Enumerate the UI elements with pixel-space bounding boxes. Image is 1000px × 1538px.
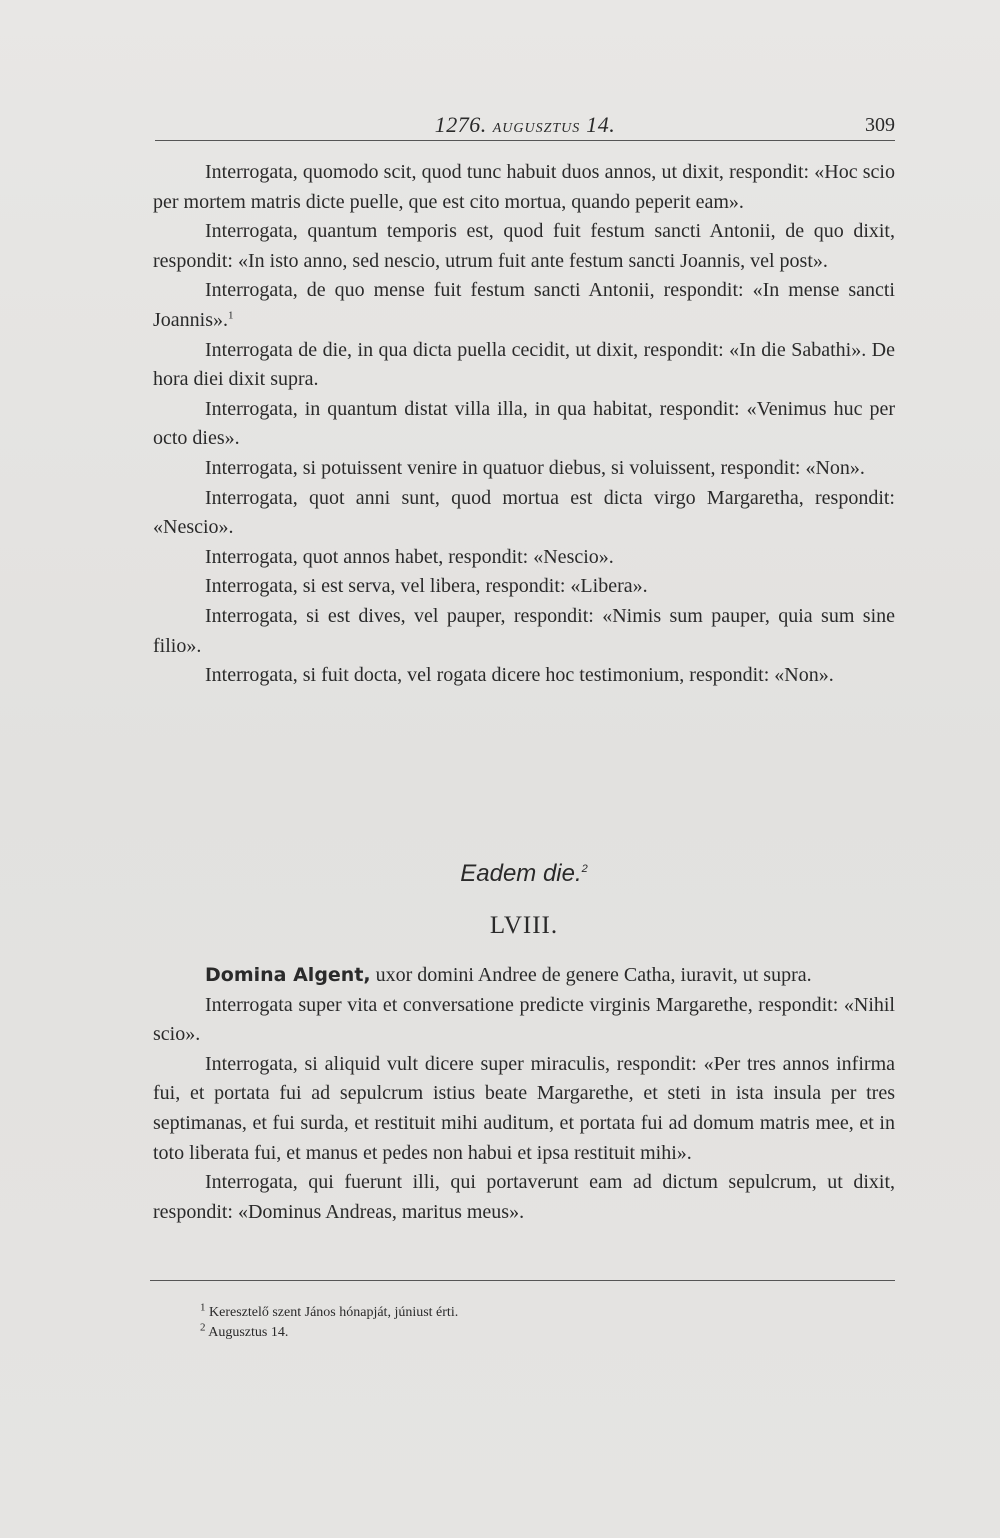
testimony-text: [153, 158, 895, 691]
witness-intro: [153, 961, 895, 991]
header-day: 14.: [586, 112, 616, 137]
footnote-ref: 2: [581, 863, 588, 875]
paragraph: Interrogata, si est serva, vel libera, respondit: «Libera».: [205, 575, 648, 598]
paragraph: Interrogata, quot annos habet, respondit: «Nescio».: [205, 545, 614, 568]
header-date: [155, 112, 895, 138]
footnote-divider: [150, 1280, 895, 1281]
paragraph: Interrogata de die, in qua dicta puella cecidit, ut dixit, respondit: «In die Sabathi». De hora diei dixit supra.: [153, 338, 895, 391]
paragraph: Interrogata, quot anni sunt, quod mortua est dicta virgo Margaretha, respondit: «Nescio».: [153, 486, 895, 539]
section-heading-text: Eadem die.: [460, 860, 582, 887]
footnote-text: Augusztus 14.: [208, 1325, 289, 1340]
header-year: 1276.: [434, 112, 487, 137]
paragraph: Interrogata, si aliquid vult dicere super miraculis, respondit: «Per tres annos infirma fui, et portata fui ad sepulcrum istius beate Margarethe, et steti in ista insula per tres septimanas, et fui surda, et restituit mihi auditum, et portata fui ad domum matris mee, et in toto liberata fui, et manus et pedes non habui et ipsa restituit mihi».: [153, 1052, 895, 1164]
paragraph: Interrogata, qui fuerunt illi, qui portaverunt eam ad dictum sepulcrum, ut dixit, respondit: «Dominus Andreas, maritus meus».: [153, 1171, 895, 1223]
footnote-mark: 1: [200, 1301, 206, 1314]
paragraph: Interrogata, si est dives, vel pauper, respondit: «Nimis sum pauper, quia sum sine filio».: [153, 604, 895, 657]
witness-name: Domina Algent,: [205, 964, 371, 986]
witness-intro-text: uxor domini Andree de genere Catha, iuravit, ut supra.: [375, 964, 812, 986]
section-number: LVIII.: [489, 912, 559, 939]
header-month: AUGUSZTUS: [492, 121, 581, 136]
paragraph-text: Interrogata, de quo mense fuit festum sancti Antonii, respondit: «In mense sancti Joannis».: [153, 279, 895, 331]
paragraph: Interrogata, si potuissent venire in quatuor diebus, si voluissent, respondit: «Non».: [205, 456, 865, 479]
paragraph: [153, 276, 895, 335]
paragraph: Interrogata super vita et conversatione predicte virginis Margarethe, respondit: «Nihil scio».: [153, 993, 895, 1046]
footnote: [200, 1323, 800, 1343]
footnote-ref: 1: [228, 309, 234, 322]
page-number: 309: [865, 114, 895, 136]
paragraph: Interrogata, quantum temporis est, quod fuit festum sancti Antonii, de quo dixit, respondit: «In isto anno, sed nescio, utrum fuit ante festum sancti Joannis, vel post».: [153, 220, 895, 272]
footnotes: [200, 1303, 800, 1343]
paragraph: Interrogata, in quantum distat villa illa, in qua habitat, respondit: «Venimus huc per octo dies».: [153, 397, 895, 450]
footnote-text: Keresztelő szent János hónapját, júniust érti.: [209, 1305, 459, 1320]
paragraph: Interrogata, si fuit docta, vel rogata dicere hoc testimonium, respondit: «Non».: [205, 664, 834, 687]
paragraph: Interrogata, quomodo scit, quod tunc habuit duos annos, ut dixit, respondit: «Hoc scio per mortem matris dicte puelle, que est cito mortua, quando peperit eam».: [153, 161, 895, 213]
section-heading: [153, 860, 895, 888]
footnote-mark: 2: [200, 1321, 206, 1334]
running-header: [155, 112, 895, 141]
testimony-text-2: [153, 961, 895, 1227]
footnote: [200, 1303, 800, 1323]
